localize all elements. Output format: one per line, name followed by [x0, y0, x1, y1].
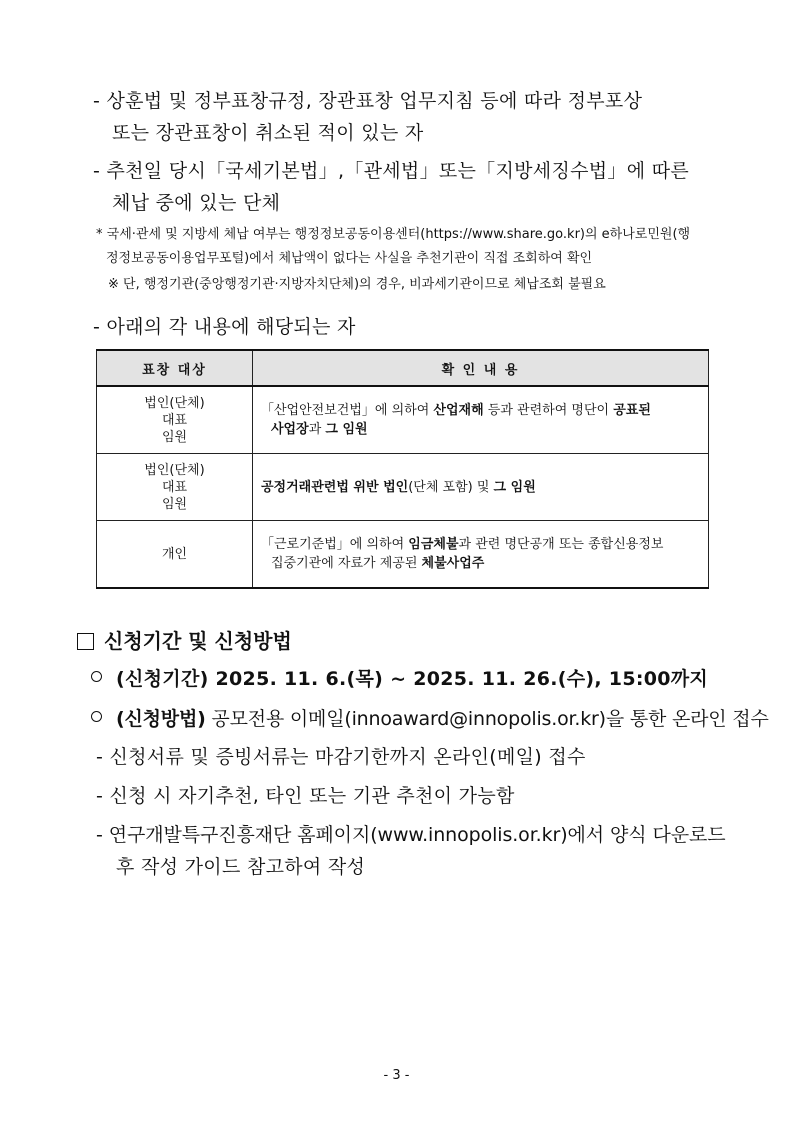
- row-desc: 「산업안전보건법」에 의하여 산업재해 등과 관련하여 명단이 공표된 사업장과 그 임원: [253, 386, 709, 454]
- page-number: - 3 -: [383, 1068, 410, 1083]
- note-line1: * 국세·관세 및 지방세 체납 여부는 행정정보공동이용센터(https://www.share.go.kr)의 e하나로민원(행: [96, 227, 691, 242]
- circle-bullet-icon: [91, 671, 102, 682]
- item-contest-revoked-line1: - 상훈법 및 정부표창규정, 장관표창 업무지침 등에 따라 정부포상: [93, 90, 643, 112]
- application-period: (신청기간) 2025. 11. 6.(목) ~ 2025. 11. 26.(수), 15:00까지: [91, 664, 708, 691]
- table-row: [97, 386, 709, 454]
- row-target: 법인(단체) 대표 임원: [97, 386, 253, 454]
- sub-item-download-line1: - 연구개발특구진흥재단 홈페이지(www.innopolis.or.kr)에서 양식 다운로드: [96, 824, 726, 846]
- note-line2: 정정보공동이용업무포털)에서 체납액이 없다는 사실을 추천기관이 직접 조회하여 확인: [106, 251, 593, 266]
- item-listed-entities: - 아래의 각 내용에 해당되는 자: [93, 316, 356, 338]
- exclusion-table: [96, 349, 709, 589]
- checkbox-square-icon: [77, 633, 94, 650]
- application-method: (신청방법) 공모전용 이메일(innoaward@innopolis.or.kr)을 통한 온라인 접수: [91, 704, 769, 731]
- item-tax-arrears-line2: 체납 중에 있는 단체: [112, 192, 281, 214]
- item-tax-arrears-line1: - 추천일 당시「국세기본법」,「관세법」또는「지방세징수법」에 따른: [93, 160, 690, 182]
- table-row: [97, 454, 709, 521]
- note-line3: ※ 단, 행정기관(중앙행정기관·지방자치단체)의 경우, 비과세기관이므로 체납조회 불필요: [108, 277, 606, 292]
- row-desc: 「근로기준법」에 의하여 임금체불과 관련 명단공개 또는 종합신용정보 집중기관에 자료가 제공된 체불사업주: [253, 521, 709, 589]
- header-desc: 확 인 내 용: [253, 350, 709, 386]
- sub-item-recommendation: - 신청 시 자기추천, 타인 또는 기관 추천이 가능함: [96, 785, 515, 807]
- table-row: [97, 521, 709, 589]
- header-target: 표창 대상: [97, 350, 253, 386]
- sub-item-download-line2: 후 작성 가이드 참고하여 작성: [116, 856, 366, 878]
- section-heading: 신청기간 및 신청방법: [77, 625, 292, 654]
- row-desc: 공정거래관련법 위반 법인(단체 포함) 및 그 임원: [253, 454, 709, 521]
- item-contest-revoked-line2: 또는 장관표창이 취소된 적이 있는 자: [112, 122, 424, 144]
- circle-bullet-icon: [91, 711, 102, 722]
- sub-item-submission: - 신청서류 및 증빙서류는 마감기한까지 온라인(메일) 접수: [96, 746, 586, 768]
- row-target: 법인(단체) 대표 임원: [97, 454, 253, 521]
- row-target: 개인: [97, 521, 253, 589]
